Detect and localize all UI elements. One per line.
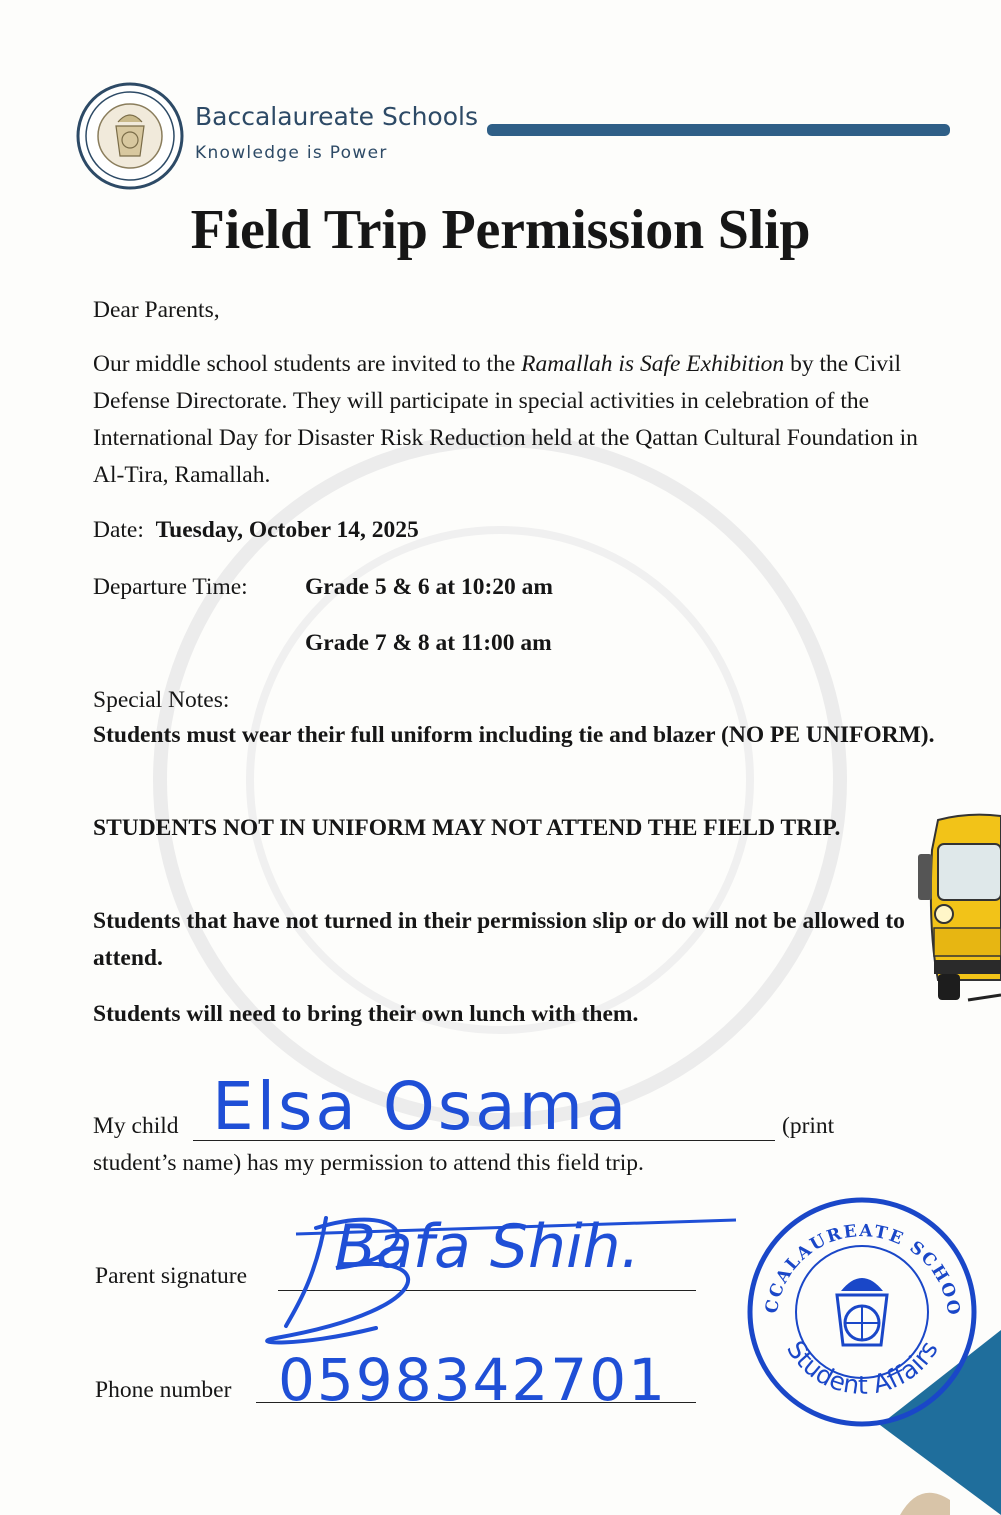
stamp-bottom-text: Student Affairs [781,1335,944,1400]
student-affairs-stamp [745,1195,980,1430]
child-permission-text: student’s name) has my permission to attend this field trip. [93,1150,644,1176]
event-name: Ramallah is Safe Exhibition [521,351,785,377]
school-bus-icon [908,810,1001,1005]
svg-text:BACCALAUREATE SCHOOLS [745,1195,964,1318]
child-label-suffix: (print [782,1113,835,1139]
phone-number-handwritten: 0598342701 [278,1346,668,1414]
stamp-top-text: CCALAUREATE SCHOO [761,1221,964,1319]
stamp-seal-icon [745,1195,980,1430]
parent-signature-handwritten: Bafa Shih. [335,1212,640,1282]
greeting: Dear Parents, [93,297,220,323]
intro-text-start: Our middle school students are invited to the [93,351,522,377]
school-tagline: Knowledge is Power [195,143,388,163]
header-divider-bar [487,124,950,136]
note-lunch: Students will need to bring their own lunch with them. [93,1001,639,1027]
child-label: My child [93,1113,179,1139]
note-no-uniform: STUDENTS NOT IN UNIFORM MAY NOT ATTEND THE FIELD TRIP. [93,815,841,841]
departure-grade-5-6: Grade 5 & 6 at 10:20 am [305,574,554,600]
school-name: Baccalaureate Schools [195,102,478,131]
departure-label: Departure Time: [93,574,248,600]
special-notes-label: Special Notes: [93,687,230,713]
date-value: Tuesday, October 14, 2025 [155,517,419,543]
child-name-handwritten: Elsa Osama [212,1068,630,1145]
phone-number-label: Phone number [95,1377,232,1403]
note-uniform: Students must wear their full uniform including tie and blazer (NO PE UNIFORM). [93,722,935,748]
note-permission-slip: Students that have not turned in their permission slip or do will not be allowed to attend. [93,908,905,971]
intro-text-end: by the Civil Defense Directorate. They will participate in special activities in celebration of the International Day for Disaster Risk Reduction held at the Qattan Cultural Foundation in Al-Tira, Ramallah. [93,351,918,488]
departure-grade-7-8: Grade 7 & 8 at 11:00 am [305,630,552,656]
date-line [93,512,951,549]
intro-paragraph [93,346,948,494]
date-label: Date: [93,517,144,543]
school-crest-icon [76,82,184,190]
parent-signature-label: Parent signature [95,1263,248,1289]
page-title: Field Trip Permission Slip [190,199,811,261]
